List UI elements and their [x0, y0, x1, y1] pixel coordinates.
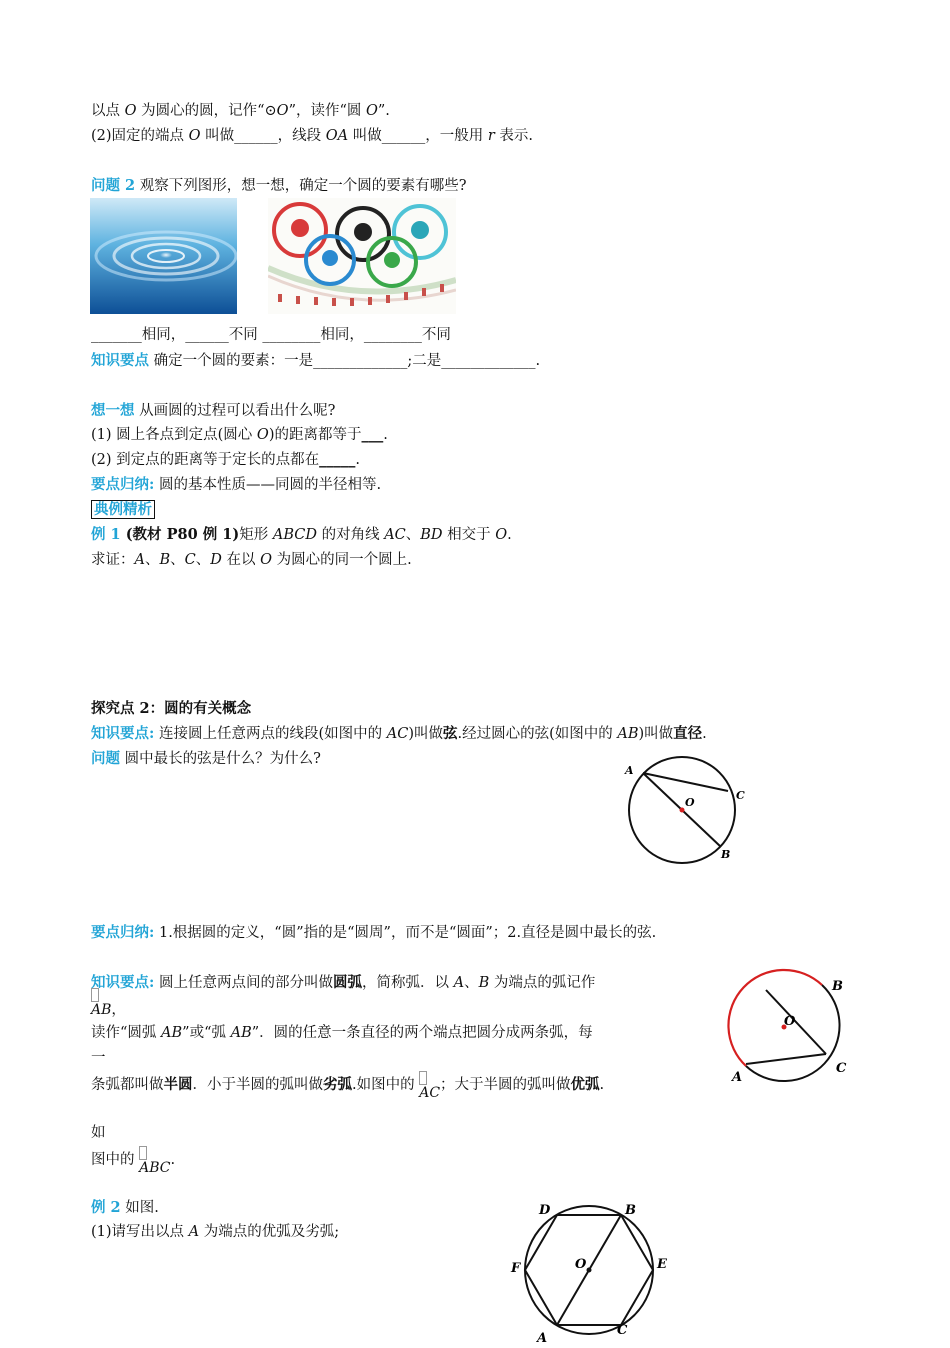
- fig3-label-b: B: [625, 1203, 636, 1218]
- fig3-label-d: D: [539, 1203, 551, 1218]
- knowledge-point-3-line-4: 条弧都叫做半圆．小于半圆的弧叫做劣弧.如图中的 AC；大于半圆的弧叫做优弧.: [91, 1073, 604, 1103]
- fig3-label-o: O: [575, 1257, 587, 1272]
- fig1-label-c: C: [736, 789, 745, 802]
- knowledge-point-3-line-3: 一: [91, 1050, 106, 1066]
- water-ripple-image: [90, 198, 237, 314]
- summary-1-label: 要点归纳:: [91, 476, 155, 493]
- think-line-2: (2) 到定点的距离等于定长的点都在_____.: [91, 451, 361, 468]
- intro-line-1: 以点 O 为圆心的圆，记作“⊙O”，读作“圆 O”.: [91, 103, 390, 119]
- knowledge-point-1-label: 知识要点: [91, 352, 149, 369]
- intro-line-2: (2)固定的端点 O 叫做______，线段 OA 叫做______，一般用 r 表示.: [91, 128, 533, 144]
- knowledge-point-3-line-1: 知识要点: 圆上任意两点间的部分叫做圆弧，简称弧．以 A、B 为端点的弧记作: [91, 974, 596, 991]
- olympic-rings-image: [268, 198, 456, 314]
- question-3-label: 问题: [91, 750, 120, 767]
- explore-2-heading: 探究点 2：圆的有关概念: [91, 700, 252, 717]
- knowledge-point-3-line-1b: AB，: [91, 990, 126, 1020]
- fig2-label-b: B: [832, 979, 843, 994]
- figure-chord-diameter: [615, 752, 755, 872]
- figure-arcs: [718, 968, 858, 1088]
- arc-symbol-ab: AB: [91, 990, 111, 1020]
- summary-2: 要点归纳: 1.根据圆的定义，“圆”指的是“圆周”，而不是“圆面”；2.直径是圆中最长的弦.: [91, 924, 657, 941]
- example-2-question-1: (1)请写出以点 A 为端点的优弧及劣弧;: [91, 1224, 340, 1240]
- fig3-label-c: C: [617, 1323, 628, 1338]
- question-2: 问题 2 观察下列图形，想一想，确定一个圆的要素有哪些?: [91, 177, 467, 194]
- question-2-label: 问题 2: [91, 177, 136, 194]
- knowledge-point-3-line-2: 读作“圆弧 AB”或“弧 AB”．圆的任意一条直径的两个端点把圆分成两条弧，每: [91, 1025, 593, 1041]
- summary-1: 要点归纳: 圆的基本性质——同圆的半径相等.: [91, 476, 382, 493]
- fig3-label-a: A: [537, 1331, 548, 1344]
- knowledge-point-2-label: 知识要点:: [91, 725, 155, 742]
- question-3: 问题 圆中最长的弦是什么？为什么?: [91, 750, 321, 767]
- fig2-label-a: A: [732, 1070, 743, 1085]
- arc-symbol-abc: ABC: [139, 1148, 170, 1178]
- think-line-1: (1) 圆上各点到定点(圆心 O)的距离都等于___.: [91, 426, 388, 443]
- arc-symbol-ac: AC: [419, 1073, 440, 1103]
- fig1-label-a: A: [625, 764, 634, 777]
- figure-hexagon: [505, 1198, 680, 1344]
- knowledge-point-2: 知识要点: 连接圆上任意两点的线段(如图中的 AC)叫做弦.经过圆心的弦(如图中的 AB)叫做直径.: [91, 725, 707, 742]
- fig1-label-b: B: [721, 848, 731, 861]
- question-2-fill-line: _______相同，______不同 ________相同，________不同: [91, 327, 451, 343]
- knowledge-point-1: 知识要点 确定一个圆的要素：一是_____________;二是_____________.: [91, 352, 541, 369]
- knowledge-point-3-line-5: 如: [91, 1125, 106, 1141]
- example-2: 例 2 如图.: [91, 1199, 159, 1216]
- example-1-label: 例 1: [91, 526, 121, 543]
- fig2-label-o: O: [784, 1014, 796, 1029]
- fig2-label-c: C: [836, 1061, 847, 1076]
- fig3-label-f: F: [511, 1261, 521, 1276]
- example-1-proof: 求证：A、B、C、D 在以 O 为圆心的同一个圆上.: [91, 552, 412, 568]
- example-1: 例 1 (教材 P80 例 1)矩形 ABCD 的对角线 AC、BD 相交于 O.: [91, 526, 512, 543]
- think-title: 想一想 从画圆的过程可以看出什么呢?: [91, 402, 336, 419]
- fig3-label-e: E: [657, 1257, 667, 1272]
- summary-2-label: 要点归纳:: [91, 924, 155, 941]
- knowledge-point-3-label: 知识要点:: [91, 974, 155, 991]
- think-label: 想一想: [91, 402, 135, 419]
- knowledge-point-3-line-6: 图中的 ABC.: [91, 1148, 175, 1178]
- fig1-label-o: O: [685, 796, 695, 809]
- example-2-label: 例 2: [91, 1199, 121, 1216]
- example-header: 典例精析: [91, 500, 155, 520]
